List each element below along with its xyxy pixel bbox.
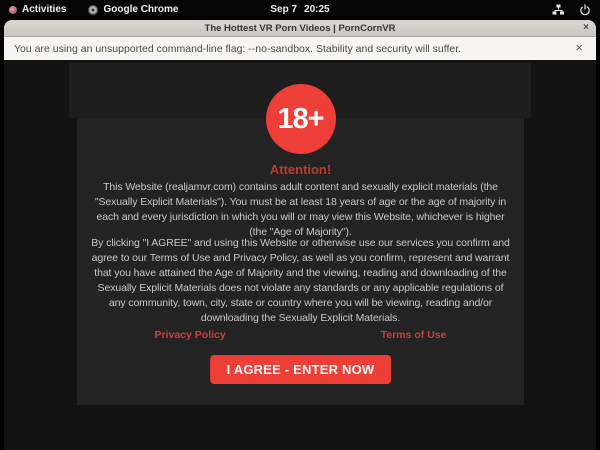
infobar-message: You are using an unsupported command-line flag: --no-sandbox. Stability and security will suffer.: [14, 42, 462, 55]
page-viewport: [4, 60, 596, 450]
clock-date: Sep 7: [270, 4, 298, 15]
age-gate-paragraph-2: By clicking "I AGREE" and using this Website or otherwise use our services you confirm and agree to our Terms of Use and Privacy Policy, as well as you confirm, represent and warrant that you have attained the Age of Majority and the viewing, reading and downloading of the Sexually Explicit Materials does not violate any standards or any applicable regulations of any community, town, city, state or country where you will be viewing, reading and/or downloading the Sexually Explicit Materials.: [91, 237, 510, 324]
agree-enter-button[interactable]: I AGREE - ENTER NOW: [210, 355, 392, 384]
window-title: The Hottest VR Porn Videos | PornCornVR: [204, 22, 396, 34]
browser-window: [4, 20, 596, 450]
age-gate-links: [77, 329, 524, 341]
window-titlebar[interactable]: [4, 20, 596, 37]
age-18-badge: 18+: [266, 84, 336, 154]
attention-heading: Attention!: [269, 162, 332, 177]
activities-label: Activities: [22, 4, 67, 15]
clock-time: 20:25: [304, 4, 330, 15]
privacy-policy-link[interactable]: Privacy Policy: [154, 329, 226, 341]
gnome-top-bar: [0, 0, 600, 19]
age-gate-modal: [77, 102, 524, 405]
power-icon[interactable]: [579, 4, 591, 16]
app-menu-button[interactable]: [88, 4, 178, 15]
terms-of-use-link[interactable]: Terms of Use: [380, 329, 447, 341]
activities-indicator-icon: [9, 6, 17, 14]
chrome-infobar: [4, 37, 596, 60]
chrome-icon: [88, 5, 98, 15]
window-close-icon[interactable]: ×: [583, 22, 589, 33]
app-menu-label: Google Chrome: [103, 4, 179, 15]
network-icon[interactable]: [552, 4, 565, 15]
activities-button[interactable]: [9, 4, 66, 15]
age-gate-paragraph-1: This Website (realjamvr.com) contains adult content and sexually explicit materials (the "Sexually Explicit Materials"). You must be at least 18 years of age or the age of majority in each and every jurisdiction in which you will or may view this Website, whichever is higher (the "Age of Majority").: [94, 181, 507, 238]
infobar-close-icon[interactable]: ×: [575, 40, 583, 55]
